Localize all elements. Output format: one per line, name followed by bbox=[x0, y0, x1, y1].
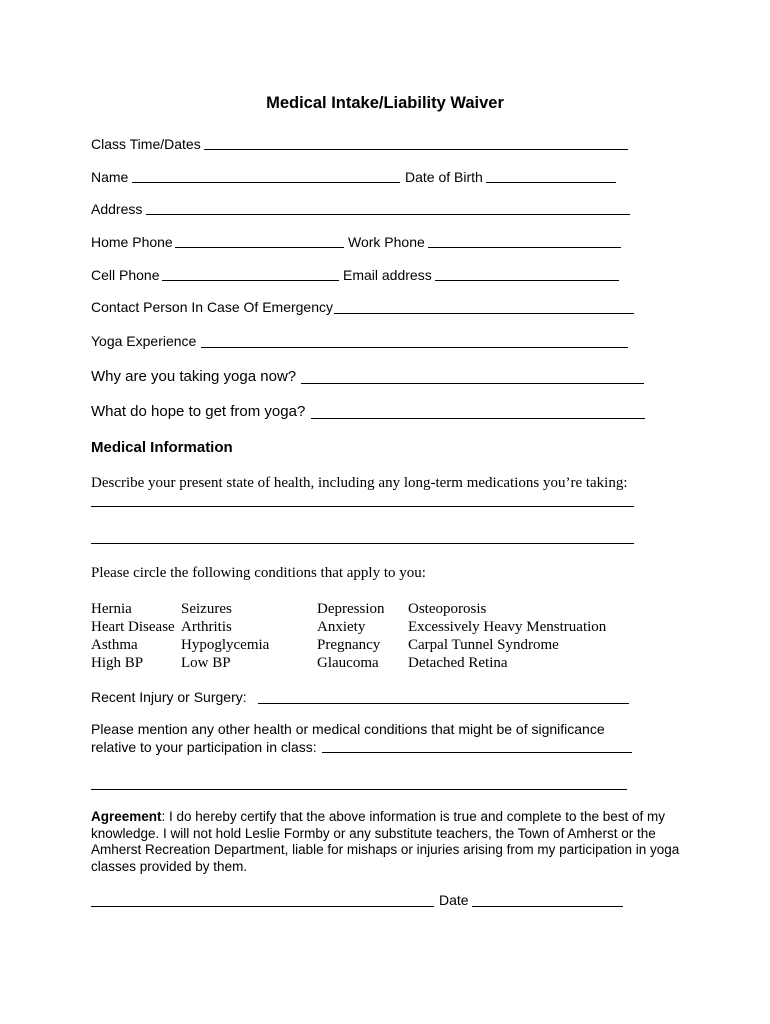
dob-field[interactable] bbox=[486, 182, 616, 183]
yoga-experience-label: Yoga Experience bbox=[91, 333, 197, 349]
work-phone-field[interactable] bbox=[428, 247, 621, 248]
condition-item[interactable]: Hypoglycemia bbox=[181, 637, 270, 653]
condition-item[interactable]: Arthritis bbox=[181, 619, 232, 635]
name-field[interactable] bbox=[132, 182, 400, 183]
home-phone-label: Home Phone bbox=[91, 234, 173, 250]
health-line-2[interactable] bbox=[91, 543, 634, 544]
address-field[interactable] bbox=[146, 214, 630, 215]
emergency-label: Contact Person In Case Of Emergency bbox=[91, 299, 333, 315]
condition-item[interactable]: Anxiety bbox=[317, 619, 366, 635]
signature-field[interactable] bbox=[91, 906, 434, 907]
work-phone-label: Work Phone bbox=[348, 234, 425, 250]
page-title: Medical Intake/Liability Waiver bbox=[266, 94, 504, 112]
address-label: Address bbox=[91, 201, 143, 217]
other-conditions-label-1: Please mention any other health or medical conditions that might be of significance bbox=[91, 721, 605, 737]
conditions-column-1 bbox=[91, 600, 175, 672]
other-conditions-field[interactable] bbox=[322, 752, 632, 753]
yoga-experience-field[interactable] bbox=[201, 347, 628, 348]
agreement-text: : I do hereby certify that the above information is true and complete to the best of my knowledge. I will not hold Leslie Formby or any substitute teachers, the Town of Amherst or the Amherst Recreation Department, liable for mishaps or injuries arising from my participation in yoga classes provided by them. bbox=[91, 809, 680, 874]
conditions-column-2 bbox=[181, 600, 269, 672]
hope-field[interactable] bbox=[311, 418, 645, 419]
date-field[interactable] bbox=[472, 906, 623, 907]
condition-item[interactable]: Pregnancy bbox=[317, 637, 381, 653]
why-yoga-field[interactable] bbox=[301, 383, 644, 384]
other-conditions-line-2[interactable] bbox=[91, 789, 627, 790]
class-time-field[interactable] bbox=[204, 149, 628, 150]
emergency-field[interactable] bbox=[334, 313, 634, 314]
injury-label: Recent Injury or Surgery: bbox=[91, 689, 247, 705]
condition-item[interactable]: Glaucoma bbox=[317, 655, 379, 671]
conditions-column-4 bbox=[408, 600, 606, 672]
injury-field[interactable] bbox=[258, 703, 629, 704]
condition-item[interactable]: Detached Retina bbox=[408, 655, 508, 671]
class-time-label: Class Time/Dates bbox=[91, 136, 201, 152]
email-label: Email address bbox=[343, 267, 432, 283]
condition-item[interactable]: Carpal Tunnel Syndrome bbox=[408, 637, 559, 653]
condition-item[interactable]: Excessively Heavy Menstruation bbox=[408, 619, 607, 635]
email-field[interactable] bbox=[435, 280, 619, 281]
condition-item[interactable]: High BP bbox=[91, 655, 144, 671]
agreement-paragraph bbox=[91, 809, 691, 875]
condition-item[interactable]: Osteoporosis bbox=[408, 601, 487, 617]
condition-item[interactable]: Depression bbox=[317, 601, 385, 617]
why-yoga-label: Why are you taking yoga now? bbox=[91, 368, 297, 385]
home-phone-field[interactable] bbox=[175, 247, 344, 248]
condition-item[interactable]: Low BP bbox=[181, 655, 231, 671]
name-label: Name bbox=[91, 169, 129, 185]
date-label: Date bbox=[439, 892, 469, 908]
dob-label: Date of Birth bbox=[405, 169, 483, 185]
cell-phone-field[interactable] bbox=[162, 280, 339, 281]
describe-health-label: Describe your present state of health, including any long-term medications you’re taking: bbox=[91, 475, 628, 491]
other-conditions-label-2: relative to your participation in class: bbox=[91, 739, 317, 755]
hope-label: What do hope to get from yoga? bbox=[91, 403, 306, 420]
condition-item[interactable]: Heart Disease bbox=[91, 619, 175, 635]
conditions-column-3 bbox=[317, 600, 385, 672]
health-line-1[interactable] bbox=[91, 506, 634, 507]
agreement-label: Agreement bbox=[91, 809, 162, 824]
condition-item[interactable]: Hernia bbox=[91, 601, 132, 617]
condition-item[interactable]: Seizures bbox=[181, 601, 232, 617]
condition-item[interactable]: Asthma bbox=[91, 637, 138, 653]
cell-phone-label: Cell Phone bbox=[91, 267, 160, 283]
circle-conditions-label: Please circle the following conditions that apply to you: bbox=[91, 565, 426, 581]
medical-heading: Medical Information bbox=[91, 439, 233, 456]
